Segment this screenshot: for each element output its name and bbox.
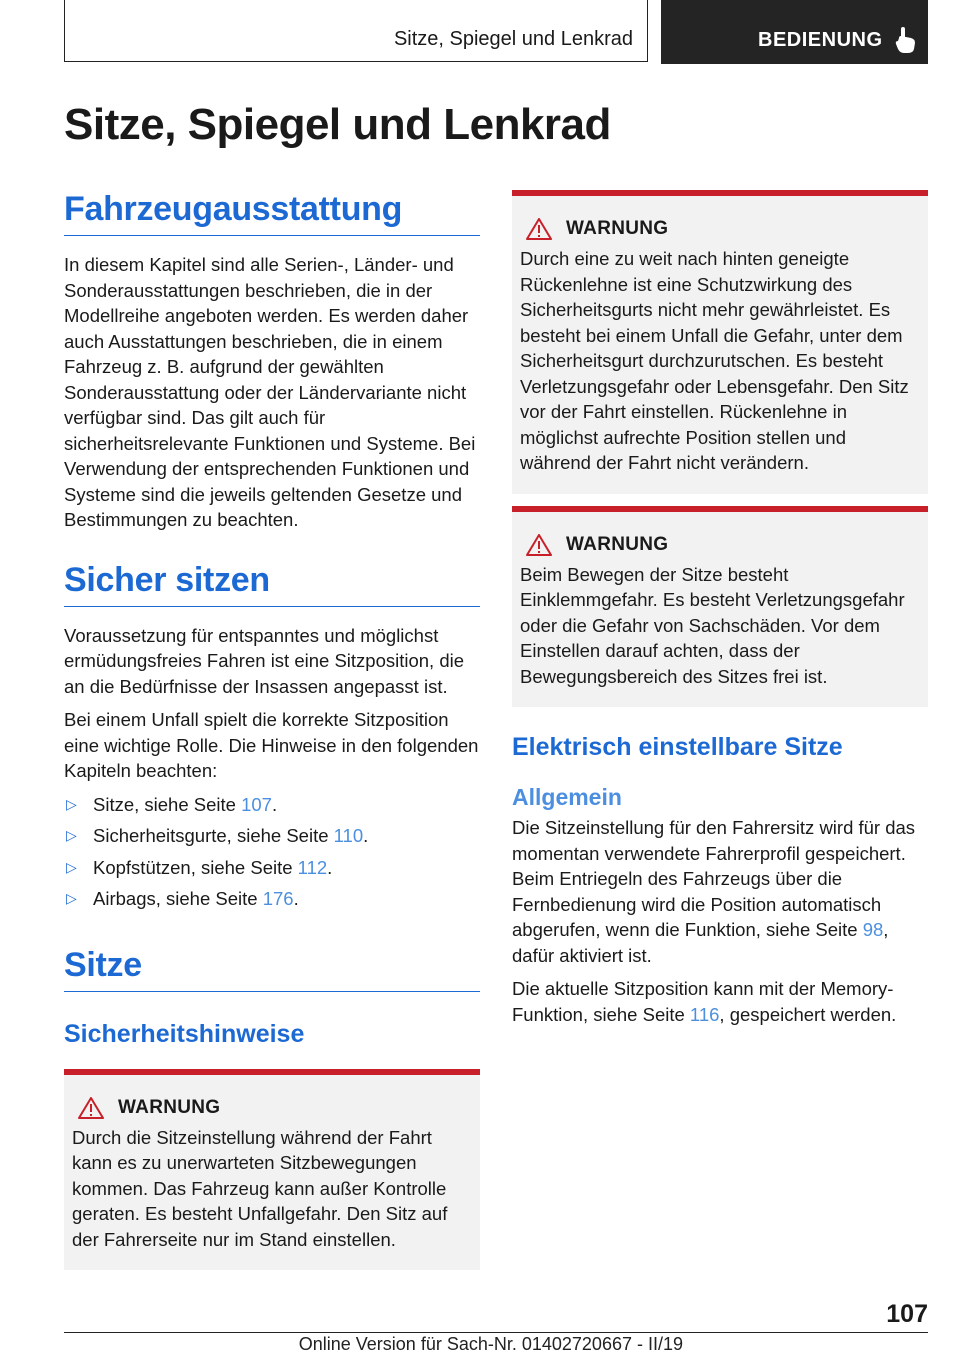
page-link[interactable]: 176: [262, 888, 294, 909]
paragraph-fahrzeugausstattung: In diesem Kapitel sind alle Serien-, Länder- und Sonderausstattungen beschrieben, die in der Modellreihe angeboten werden. Es werden daher auch Ausstattungen beschrieben, die in einem Fahrzeug z. B. aufgrund der gewählten Sonderausstattung oder der Ländervariante nicht verfügbar sind. Das gilt auch für sicherheitsrelevante Funktionen und Systeme. Bei Verwendung der entsprechenden Funktionen und Systeme sind die jeweils geltenden Gesetze und Bestimmungen zu beachten.: [64, 254, 476, 530]
page-title: Sitze, Spiegel und Lenkrad: [64, 100, 611, 149]
warning-triangle-icon: [526, 218, 552, 240]
pointing-hand-icon: [895, 27, 917, 53]
page-link[interactable]: 98: [862, 919, 884, 940]
heading-sicherheitshinweise: Sicherheitshinweise: [64, 1019, 305, 1048]
list-item: ▷ Airbags, siehe Seite 176.: [64, 886, 480, 912]
triangle-bullet-icon: ▷: [66, 858, 77, 875]
warning-triangle-icon: [78, 1097, 104, 1119]
warning-box-2: [512, 190, 928, 494]
warning-title: WARNUNG: [566, 218, 669, 239]
header-chapter-label: BEDIENUNG: [758, 29, 883, 51]
list-item: ▷ Sitze, siehe Seite 107.: [64, 792, 480, 818]
page-link[interactable]: 110: [333, 825, 364, 846]
page-number: 107: [886, 1300, 928, 1328]
left-column: [64, 190, 480, 1270]
heading-elektrisch-einstellbare-sitze: Elektrisch einstellbare Sitze: [512, 733, 843, 761]
paragraph-sicher-sitzen-1: Voraussetzung für entspanntes und möglichst ermüdungsfreies Fahren ist eine Sitzposition, die an die Bedürfnisse der Insassen angepasst ist.: [64, 624, 465, 697]
heading-sicher-sitzen: Sicher sitzen: [64, 561, 480, 607]
heading-sitze: Sitze: [64, 946, 480, 992]
warning-box-1: [64, 1069, 480, 1271]
header-chapter-tab[interactable]: [661, 0, 928, 64]
heading-allgemein: Allgemein: [512, 784, 622, 810]
warning-text: Durch eine zu weit nach hinten geneigte Rückenlehne ist eine Schutzwirkung des Sicherheitsgurts nicht mehr gewährleistet. Es besteht bei einem Unfall die Gefahr, unter dem Sicherheitsgurt durchzurutschen. Es besteht Verletzungsgefahr oder Lebensgefahr. Den Sitz vor der Fahrt einstellen. Rückenlehne in möglichst aufrechte Position stellen und während der Fahrt nicht verändern.: [520, 248, 909, 473]
footer-divider: [64, 1332, 928, 1333]
triangle-bullet-icon: ▷: [66, 890, 77, 906]
warning-triangle-icon: [526, 534, 552, 556]
footer-online-version: Online Version für Sach-Nr. 01402720667 - II/19: [298, 1334, 683, 1354]
right-column: [512, 190, 928, 1027]
triangle-bullet-icon: ▷: [66, 795, 77, 812]
list-item: ▷ Kopfstützen, siehe Seite 112.: [64, 855, 480, 881]
warning-title: WARNUNG: [118, 1096, 221, 1118]
page-link[interactable]: 116: [689, 1003, 720, 1025]
list-item: ▷ Sicherheitsgurte, siehe Seite 110.: [64, 823, 480, 849]
page-link[interactable]: 107: [241, 793, 272, 815]
paragraph-allgemein-2: Die aktuelle Sitzposition kann mit der Memory-Funktion, siehe Seite 116, gespeichert werden.: [512, 978, 897, 1025]
warning-title: WARNUNG: [566, 533, 669, 555]
page-header: [64, 0, 928, 64]
warning-text: Beim Bewegen der Sitze besteht Einklemmgefahr. Es besteht Verletzungsgefahr oder die Gefahr von Sachschäden. Vor dem Einstellen darauf achten, dass der Bewegungsbereich des Sitzes frei ist.: [520, 563, 905, 687]
triangle-bullet-icon: ▷: [66, 827, 77, 843]
reference-list: [64, 792, 480, 912]
header-section-title: Sitze, Spiegel und Lenkrad: [64, 0, 648, 62]
paragraph-allgemein-1: Die Sitzeinstellung für den Fahrersitz wird für das momentan verwendete Fahrerprofil gespeichert. Beim Entriegeln des Fahrzeugs über die Fernbedienung wird die Position automatisch abgerufen, wenn die Funktion, siehe Seite 98, dafür aktiviert ist.: [512, 817, 916, 966]
paragraph-sicher-sitzen-2: Bei einem Unfall spielt die korrekte Sitzposition eine wichtige Rolle. Die Hinweise in den folgenden Kapiteln beachten:: [64, 709, 479, 781]
warning-box-3: [512, 506, 928, 708]
warning-text: Durch die Sitzeinstellung während der Fahrt kann es zu unerwarteten Sitzbewegungen kommen. Das Fahrzeug kann außer Kontrolle geraten. Es besteht Unfallgefahr. Den Sitz auf der Fahrerseite nur im Stand einstellen.: [72, 1126, 448, 1250]
page-link[interactable]: 112: [297, 856, 328, 878]
heading-fahrzeugausstattung: Fahrzeugausstattung: [64, 190, 480, 236]
